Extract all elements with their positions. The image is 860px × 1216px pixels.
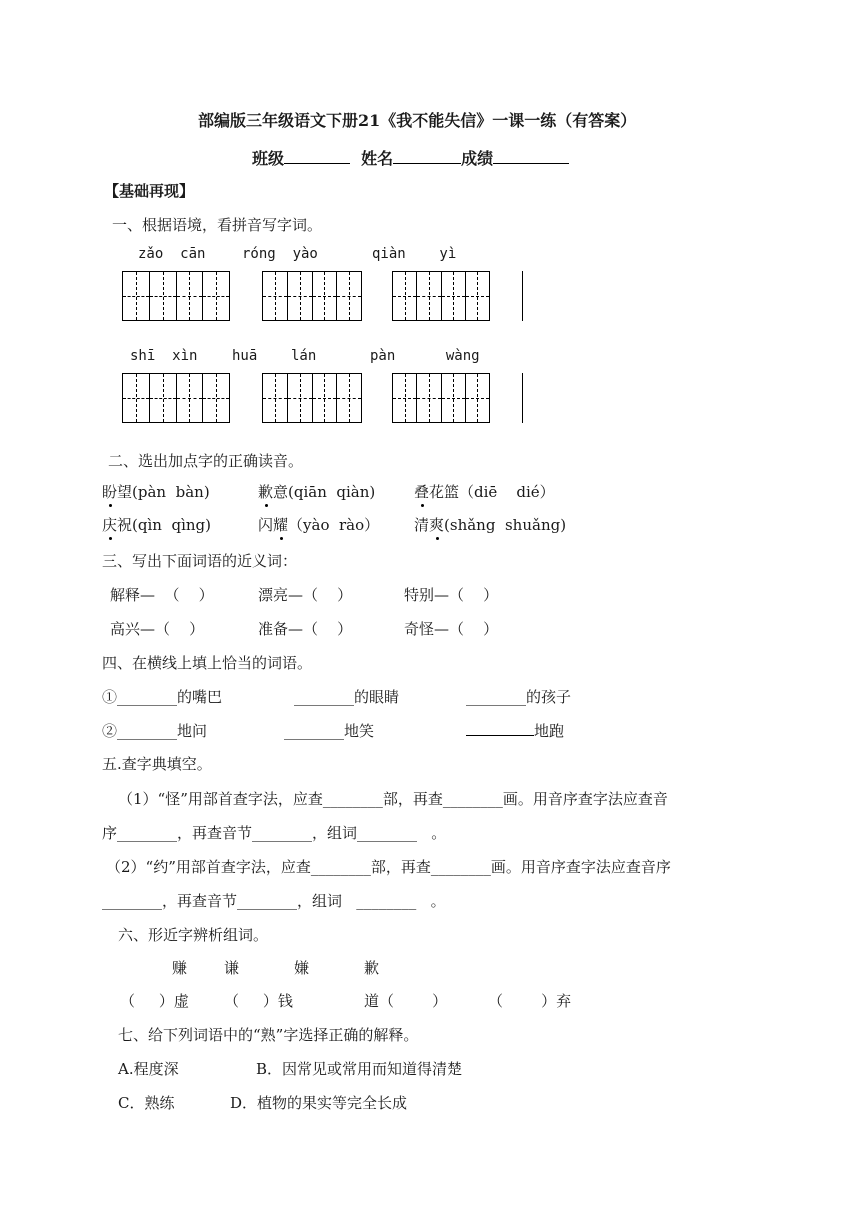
pinyin-2: róng yào	[242, 246, 318, 262]
grid-divider	[522, 271, 523, 321]
score-blank[interactable]	[493, 163, 569, 164]
pinyin-6: pàn wàng	[370, 348, 480, 364]
student-info-line	[252, 146, 569, 169]
char-grid-5[interactable]	[262, 373, 362, 423]
class-blank[interactable]	[284, 163, 350, 164]
q7-option-d: D．植物的果实等完全长成	[230, 1094, 408, 1112]
q3-title: 三、写出下面词语的近义词：	[102, 552, 298, 570]
dotted-char: 庆	[102, 516, 118, 534]
name-label: 姓名	[361, 149, 394, 168]
q5-line[interactable]: ________，再查音节________，组词 ________ 。	[102, 892, 446, 910]
q5-title: 五.查字典填空。	[102, 755, 212, 773]
q5-line[interactable]: （1）“怪”用部首查字法，应查________部，再查________画。用音序查字法应查音	[118, 790, 668, 808]
q6-title: 六、形近字辨析组词。	[118, 926, 269, 944]
q2-item: 闪耀（yào rào）	[258, 516, 380, 534]
q3-item[interactable]: 准备—（ ）	[258, 620, 353, 638]
pinyin-1: zǎo cān	[138, 246, 206, 262]
char-grid-2[interactable]	[262, 271, 362, 321]
q3-item[interactable]: 特别—（ ）	[404, 586, 499, 604]
q4-item[interactable]: ________的孩子	[466, 688, 572, 706]
dotted-char: 叠	[414, 483, 430, 501]
char-grid-6[interactable]	[392, 373, 490, 423]
q7-option-c: C．熟练	[118, 1094, 175, 1112]
q7-title: 七、给下列词语中的“熟”字选择正确的解释。	[118, 1026, 419, 1044]
q5-line[interactable]: （2）“约”用部首查字法，应查________部，再查________画。用音序查字法应查音序	[106, 858, 671, 876]
q6-char: 歉	[364, 959, 380, 977]
q2-item: 盼望(pàn bàn)	[102, 483, 210, 501]
q2-item: 庆祝(qìn qìng)	[102, 516, 211, 534]
char-grid-1[interactable]	[122, 271, 230, 321]
q6-blank[interactable]: （ ）弃	[488, 992, 572, 1010]
pinyin-3: qiàn yì	[372, 246, 457, 262]
q6-char: 谦	[224, 959, 240, 977]
q6-blank[interactable]: （ ）钱	[224, 992, 293, 1010]
section-heading: 【基础再现】	[104, 182, 195, 200]
q4-item[interactable]: ________地笑	[284, 722, 375, 740]
score-label: 成绩	[461, 149, 494, 168]
q2-item: 清爽(shǎng shuǎng)	[414, 516, 567, 534]
q7-option-b: B．因常见或常用而知道得清楚	[256, 1060, 463, 1078]
dotted-char: 盼	[102, 483, 118, 501]
page-title: 部编版三年级语文下册21《我不能失信》一课一练（有答案）	[198, 111, 637, 130]
q4-item[interactable]: ②________地问	[102, 722, 208, 740]
answer-blank[interactable]	[466, 721, 534, 736]
q6-char: 嫌	[294, 959, 310, 977]
q7-option-a: A.程度深	[118, 1060, 179, 1078]
q4-item[interactable]: ①________的嘴巴	[102, 688, 223, 706]
q6-blank[interactable]: （ ）虚	[120, 992, 189, 1010]
q4-title: 四、在横线上填上恰当的词语。	[102, 654, 313, 672]
q1-title: 一、根据语境，看拼音写字词。	[112, 216, 323, 234]
q5-line[interactable]: 序________，再查音节________，组词________ 。	[102, 824, 447, 842]
pinyin-4: shī xìn	[130, 348, 198, 364]
char-grid-3[interactable]	[392, 271, 490, 321]
q6-blank[interactable]: 道（ ）	[364, 992, 448, 1010]
pinyin-5: huā lán	[232, 348, 317, 364]
class-label: 班级	[252, 149, 285, 168]
dotted-char: 爽	[429, 516, 445, 534]
q2-title: 二、选出加点字的正确读音。	[108, 452, 304, 470]
dotted-char: 歉	[258, 483, 274, 501]
q3-item[interactable]: 漂亮—（ ）	[258, 586, 353, 604]
q4-item[interactable]: ________的眼睛	[294, 688, 400, 706]
q3-item[interactable]: 高兴—（ ）	[110, 620, 205, 638]
q3-item[interactable]: 奇怪—（ ）	[404, 620, 499, 638]
grid-divider	[522, 373, 523, 423]
name-blank[interactable]	[393, 163, 461, 164]
q2-item: 叠花篮（diē dié）	[414, 483, 555, 501]
dotted-char: 耀	[273, 516, 289, 534]
q3-item[interactable]: 解释— （ ）	[110, 586, 214, 604]
char-grid-4[interactable]	[122, 373, 230, 423]
q6-char: 赚	[172, 959, 188, 977]
q2-item: 歉意(qiān qiàn)	[258, 483, 376, 501]
q4-item[interactable]: 地跑	[466, 720, 564, 741]
